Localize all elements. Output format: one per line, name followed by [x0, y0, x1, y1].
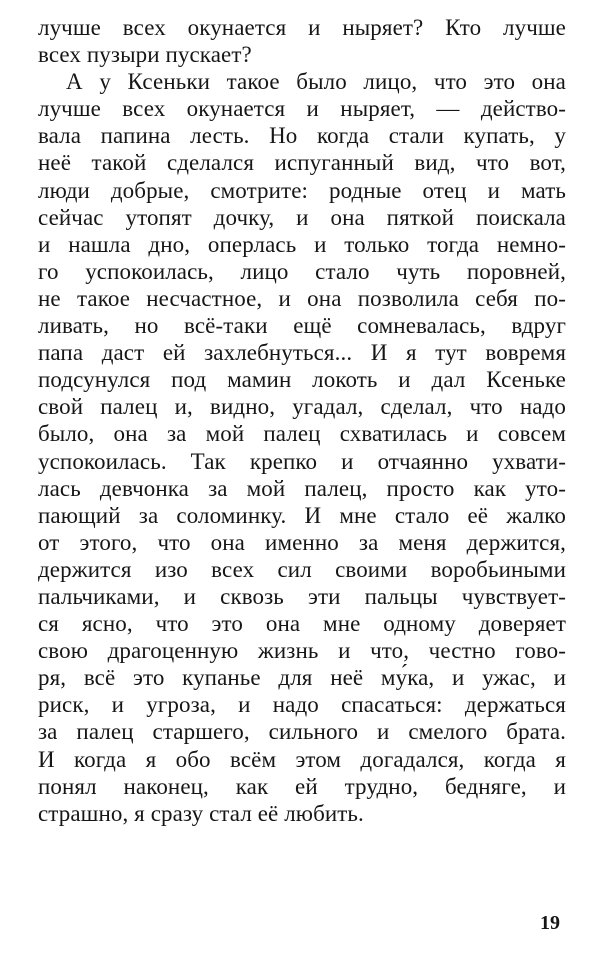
text-line: держится изо всех сил своими воробьиными [38, 556, 566, 582]
text-line: лучше всех окунается и ныряет? Кто лучше [38, 15, 566, 40]
text-line: ря, всё это купанье для неё му́ка, и ужас, и [38, 665, 566, 691]
text-line: страшно, я сразу стал её любить. [38, 800, 364, 826]
text-line: папа даст ей захлебнуться... И я тут вовремя [38, 340, 566, 366]
text-line: вала папина лесть. Но когда стали купать, у [38, 123, 566, 149]
text-line: пальчиками, и сквозь эти пальцы чувствует- [38, 583, 566, 609]
text-line: ся ясно, что это она мне одному доверяет [38, 611, 566, 637]
page-number: 19 [540, 912, 560, 934]
text-line: всех пузыри пускает? [38, 42, 252, 68]
text-line: пающий за соломинку. И мне стало её жалко [38, 502, 566, 528]
text-line: лась девчонка за мой палец, просто как уто- [38, 475, 566, 501]
text-line: И когда я обо всём этом догадался, когда я [38, 746, 566, 772]
text-line: за палец старшего, сильного и смелого брата. [38, 719, 566, 745]
text-line: было, она за мой палец схватилась и совсем [38, 421, 566, 447]
text-line: свою драгоценную жизнь и что, честно гово- [38, 638, 566, 664]
text-line: от этого, что она именно за меня держится, [38, 529, 566, 555]
text-line: риск, и угроза, и надо спасаться: держаться [38, 692, 566, 718]
text-line: сейчас утопят дочку, и она пяткой поискала [38, 204, 566, 230]
text-line: ливать, но всё-таки ещё сомневалась, вдруг [38, 313, 566, 339]
paragraph-start-line: А у Ксеньки такое было лицо, что это она [66, 69, 566, 95]
text-line: го успокоилась, лицо стало чуть поровней, [38, 258, 566, 284]
text-line: неё такой сделался испуганный вид, что вот, [38, 150, 566, 176]
text-line: лучше всех окунается и ныряет, — действо- [38, 96, 566, 122]
text-line: не такое несчастное, и она позволила себя по- [38, 285, 566, 311]
text-line: свой палец и, видно, угадал, сделал, что надо [38, 394, 566, 420]
body-text [38, 14, 566, 827]
text-line: успокоилась. Так крепко и отчаянно ухвати- [38, 448, 566, 474]
text-line: понял наконец, как ей трудно, бедняге, и [38, 773, 566, 799]
text-line: и нашла дно, оперлась и только тогда немно- [38, 231, 566, 257]
text-line: подсунулся под мамин локоть и дал Ксеньке [38, 367, 566, 393]
text-line: люди добрые, смотрите: родные отец и мать [38, 177, 566, 203]
